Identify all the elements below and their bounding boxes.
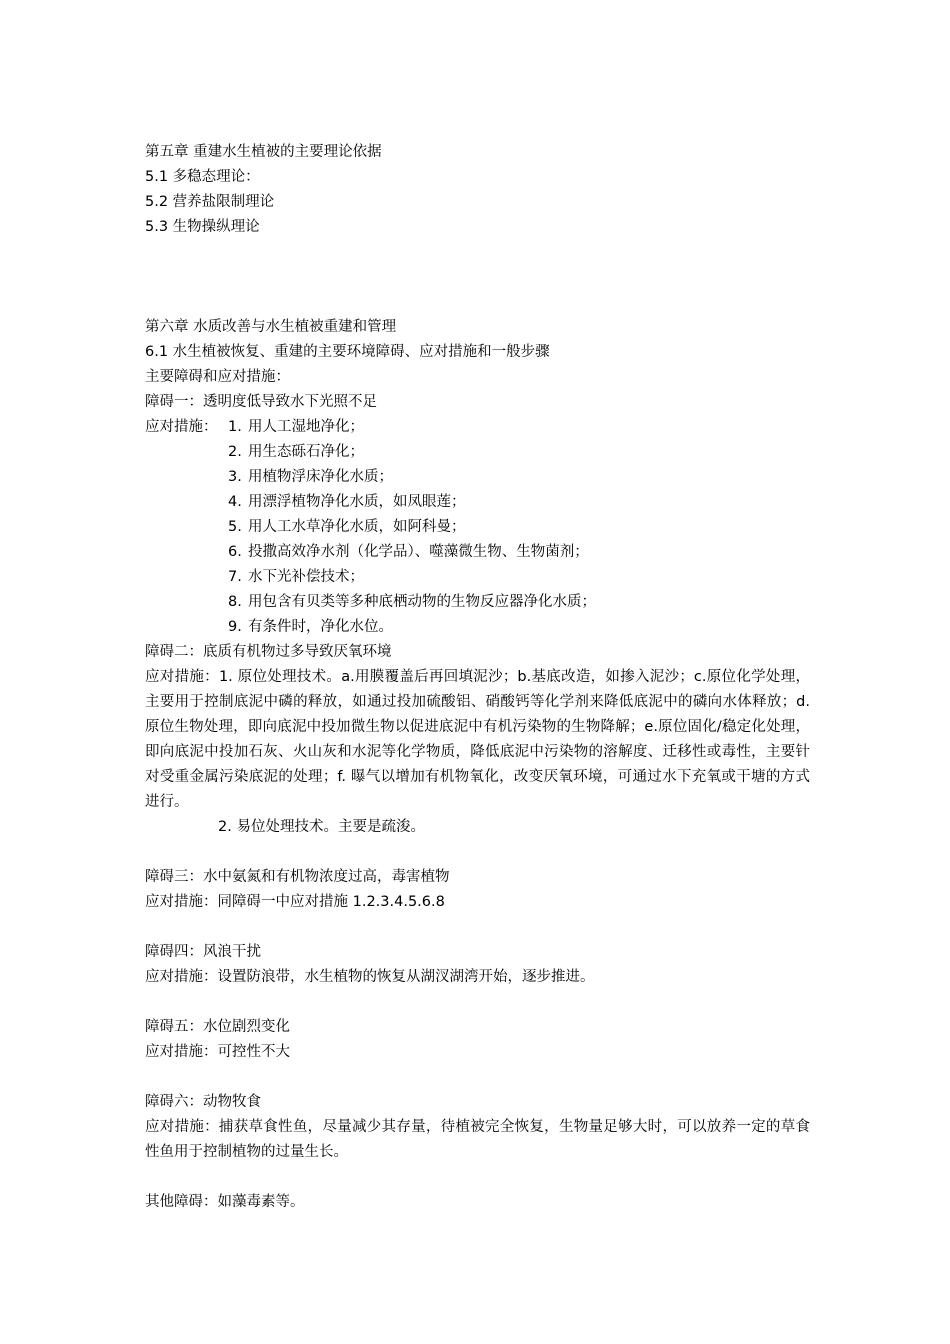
obstacle1-measure-item (145, 615, 810, 640)
document-page (145, 140, 810, 1215)
item-text: 用漂浮植物净化水质，如凤眼莲； (248, 494, 466, 510)
section-5-1: 5.1 多稳态理论： (145, 169, 260, 185)
obstacle1-title: 障碍一：透明度低导致水下光照不足 (145, 394, 377, 410)
item-number: 7. (228, 569, 242, 585)
obstacle2-title: 障碍二：底质有机物过多导致厌氧环境 (145, 644, 392, 660)
obstacle1-measure-item (145, 415, 810, 440)
obstacle1-measure-item (145, 465, 810, 490)
obstacle6-measure: 应对措施：捕获草食性鱼，尽量减少其存量，待植被完全恢复，生物量足够大时，可以放养一定的草食性鱼用于控制植物的过量生长。 (145, 1119, 810, 1160)
item-text: 水下光补偿技术； (248, 569, 364, 585)
obstacle5-measure: 应对措施：可控性不大 (145, 1044, 290, 1060)
measure-label: 应对措施： (145, 419, 218, 435)
obstacle1-measure-item (145, 490, 810, 515)
obstacle1-measure-item (145, 440, 810, 465)
item-number: 5. (228, 519, 242, 535)
item-text: 用人工湿地净化； (248, 419, 364, 435)
item-number: 8. (228, 594, 242, 610)
item-text: 用人工水草净化水质，如阿科曼； (248, 519, 466, 535)
section-5-2: 5.2 营养盐限制理论 (145, 194, 275, 210)
item-number: 1. (228, 419, 242, 435)
obstacle6-title: 障碍六：动物牧食 (145, 1094, 261, 1110)
item-text: 用植物浮床净化水质； (248, 469, 393, 485)
item-text: 投撒高效净水剂（化学品）、噬藻微生物、生物菌剂； (248, 544, 589, 560)
obstacle1-measure-item (145, 540, 810, 565)
item-number: 4. (228, 494, 242, 510)
obstacle4-title: 障碍四：风浪干扰 (145, 944, 261, 960)
obstacle2-measure-ex-situ: 2. 易位处理技术。主要是疏浚。 (218, 819, 425, 835)
item-number: 2. (228, 444, 242, 460)
item-number: 3. (228, 469, 242, 485)
item-text: 用生态砾石净化； (248, 444, 364, 460)
obstacles-intro: 主要障碍和应对措施： (145, 369, 290, 385)
obstacle3-title: 障碍三：水中氨氮和有机物浓度过高，毒害植物 (145, 869, 450, 885)
other-obstacles: 其他障碍：如藻毒素等。 (145, 1194, 305, 1210)
chapter-gap (145, 240, 810, 315)
chapter5-title: 第五章 重建水生植被的主要理论依据 (145, 144, 382, 160)
obstacle1-measure-item (145, 590, 810, 615)
item-text: 有条件时，净化水位。 (248, 619, 393, 635)
item-number: 9. (228, 619, 242, 635)
obstacle1-measure-item (145, 565, 810, 590)
chapter6-title: 第六章 水质改善与水生植被重建和管理 (145, 319, 397, 335)
obstacle5-title: 障碍五：水位剧烈变化 (145, 1019, 290, 1035)
item-number: 6. (228, 544, 242, 560)
item-text: 用包含有贝类等多种底栖动物的生物反应器净化水质； (248, 594, 596, 610)
obstacle4-measure: 应对措施：设置防浪带，水生植物的恢复从湖汊湖湾开始，逐步推进。 (145, 969, 595, 985)
obstacle3-measure: 应对措施：同障碍一中应对措施 1.2.3.4.5.6.8 (145, 894, 445, 910)
obstacle2-measure-in-situ: 应对措施：1. 原位处理技术。a.用膜覆盖后再回填泥沙；b.基底改造，如掺入泥沙；c.原位化学处理，主要用于控制底泥中磷的释放，如通过投加硫酸铝、硝酸钙等化学剂来降低底泥中的磷向水体释放；d.原位生物处理，即向底泥中投加微生物以促进底泥中有机污染物的生物降解；e.原位固化/稳定化处理，即向底泥中投加石灰、火山灰和水泥等化学物质，降低底泥中污染物的溶解度、迁移性或毒性，主要针对受重金属污染底泥的处理；f. 曝气以增加有机物氧化，改变厌氧环境，可通过水下充氧或干塘的方式进行。 (145, 669, 810, 810)
obstacle1-measure-item (145, 515, 810, 540)
section-5-3: 5.3 生物操纵理论 (145, 219, 260, 235)
section-6-1: 6.1 水生植被恢复、重建的主要环境障碍、应对措施和一般步骤 (145, 344, 550, 360)
